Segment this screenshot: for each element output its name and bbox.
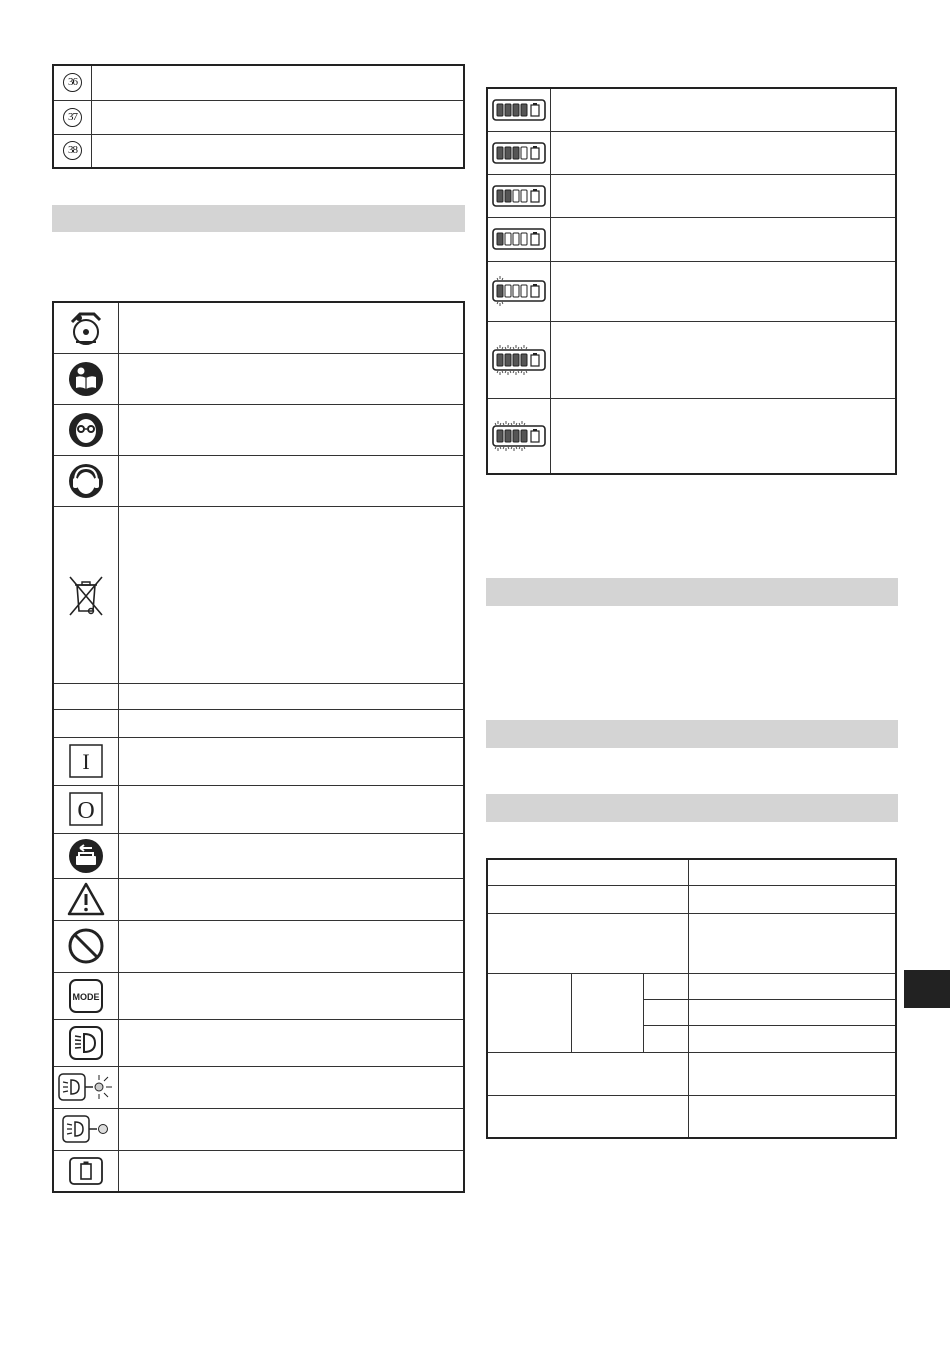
spec-cell xyxy=(689,1025,897,1052)
symbol-description xyxy=(119,353,465,404)
symbol-cell xyxy=(53,709,119,737)
symbol-description xyxy=(119,878,465,920)
battery-level-1-blink-icon xyxy=(487,261,551,321)
symbol-description xyxy=(119,737,465,785)
spec-cell xyxy=(689,973,897,999)
part-number: 38 xyxy=(53,134,92,168)
symbol-description xyxy=(119,455,465,506)
specifications-table xyxy=(486,858,897,1139)
indicator-description xyxy=(551,261,897,321)
spec-cell xyxy=(689,859,897,885)
mode-button-icon xyxy=(53,972,119,1019)
battery-icon xyxy=(53,1150,119,1192)
eye-protection-icon xyxy=(53,404,119,455)
symbol-description xyxy=(119,709,465,737)
symbol-cell xyxy=(53,683,119,709)
spec-cell xyxy=(643,1025,688,1052)
indicator-description xyxy=(551,88,897,131)
symbol-description xyxy=(119,1150,465,1192)
symbol-description xyxy=(119,683,465,709)
part-description xyxy=(92,134,465,168)
symbol-description xyxy=(119,1066,465,1108)
battery-indicator-table xyxy=(486,87,897,475)
symbol-description xyxy=(119,506,465,683)
indicator-description xyxy=(551,321,897,398)
indicator-description xyxy=(551,131,897,174)
battery-level-2-icon xyxy=(487,174,551,217)
spec-cell xyxy=(689,885,897,913)
spec-cell xyxy=(689,1095,897,1138)
part-number: 37 xyxy=(53,100,92,134)
symbol-description xyxy=(119,785,465,833)
indicator-description xyxy=(551,174,897,217)
ear-protection-icon xyxy=(53,455,119,506)
spec-cell xyxy=(487,1052,689,1095)
symbol-description xyxy=(119,1108,465,1150)
battery-level-4-icon xyxy=(487,88,551,131)
switch-off-icon xyxy=(53,785,119,833)
section-heading-band xyxy=(486,578,898,606)
spec-cell xyxy=(643,999,688,1025)
spec-cell xyxy=(571,973,643,1052)
part-description xyxy=(92,100,465,134)
symbols-table xyxy=(52,301,465,1193)
svg-text:I: I xyxy=(82,749,90,774)
battery-level-all-blink-icon xyxy=(487,321,551,398)
battery-level-3-icon xyxy=(487,131,551,174)
part-number: 36 xyxy=(53,65,92,100)
symbol-description xyxy=(119,833,465,878)
symbol-description xyxy=(119,302,465,353)
svg-text:MODE: MODE xyxy=(72,991,100,1002)
symbol-description xyxy=(119,1019,465,1066)
spec-cell xyxy=(689,1052,897,1095)
spec-cell xyxy=(487,859,689,885)
crossed-bin-icon xyxy=(53,506,119,683)
switch-on-icon xyxy=(53,737,119,785)
warning-triangle-icon xyxy=(53,878,119,920)
spec-cell xyxy=(689,999,897,1025)
spec-cell xyxy=(487,973,571,1052)
section-heading-band xyxy=(486,720,898,748)
svg-text:O: O xyxy=(77,798,95,824)
spec-cell xyxy=(643,973,688,999)
symbol-description xyxy=(119,972,465,1019)
battery-level-1-icon xyxy=(487,217,551,261)
parts-table xyxy=(52,64,465,169)
light-button-icon xyxy=(53,1019,119,1066)
section-heading-band xyxy=(52,205,465,232)
light-off-icon xyxy=(53,1108,119,1150)
circular-saw-warning-icon xyxy=(53,302,119,353)
spec-cell xyxy=(689,913,897,973)
read-manual-icon xyxy=(53,353,119,404)
battery-error-blink-icon xyxy=(487,398,551,474)
symbol-description xyxy=(119,920,465,972)
symbol-description xyxy=(119,404,465,455)
spec-cell xyxy=(487,1095,689,1138)
page-edge-tab xyxy=(904,970,950,1008)
part-description xyxy=(92,65,465,100)
section-heading-band xyxy=(486,794,898,822)
indicator-description xyxy=(551,398,897,474)
remove-battery-icon xyxy=(53,833,119,878)
indicator-description xyxy=(551,217,897,261)
prohibition-icon xyxy=(53,920,119,972)
light-on-icon xyxy=(53,1066,119,1108)
spec-cell xyxy=(487,885,689,913)
spec-cell xyxy=(487,913,689,973)
